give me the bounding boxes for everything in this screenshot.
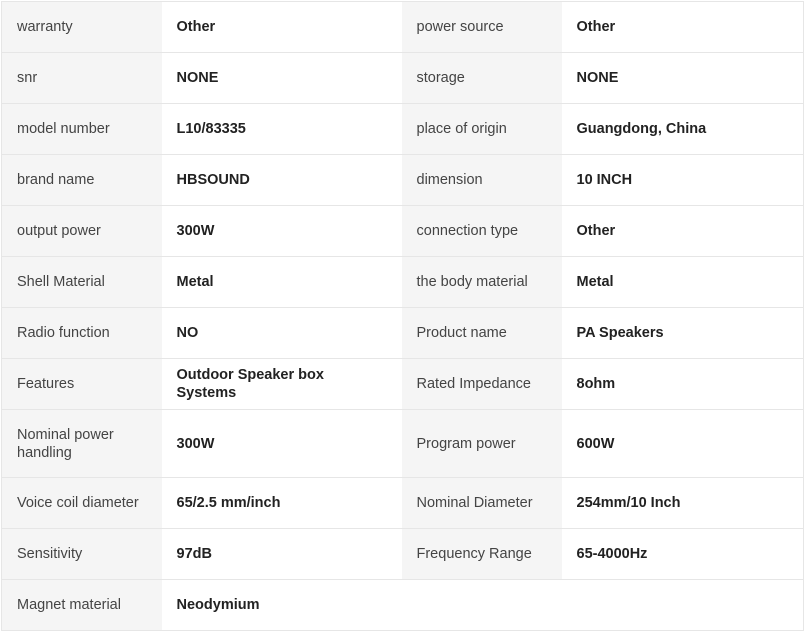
spec-value: L10/83335 bbox=[162, 104, 402, 155]
spec-key: Rated Impedance bbox=[402, 359, 562, 410]
spec-key: Features bbox=[2, 359, 162, 410]
spec-key: connection type bbox=[402, 206, 562, 257]
spec-key: Frequency Range bbox=[402, 529, 562, 580]
spec-key: Voice coil diameter bbox=[2, 478, 162, 529]
spec-key: Sensitivity bbox=[2, 529, 162, 580]
spec-value: Guangdong, China bbox=[562, 104, 804, 155]
spec-key: warranty bbox=[2, 2, 162, 53]
spec-key: the body material bbox=[402, 257, 562, 308]
spec-key: snr bbox=[2, 53, 162, 104]
spec-value: 8ohm bbox=[562, 359, 804, 410]
spec-value: 10 INCH bbox=[562, 155, 804, 206]
spec-key: storage bbox=[402, 53, 562, 104]
spec-value: 300W bbox=[162, 206, 402, 257]
spec-value: HBSOUND bbox=[162, 155, 402, 206]
spec-value: 65-4000Hz bbox=[562, 529, 804, 580]
spec-value: 254mm/10 Inch bbox=[562, 478, 804, 529]
spec-value: Metal bbox=[562, 257, 804, 308]
spec-key: model number bbox=[2, 104, 162, 155]
spec-value: 600W bbox=[562, 410, 804, 478]
spec-value: 97dB bbox=[162, 529, 402, 580]
spec-row bbox=[2, 257, 804, 308]
spec-value: NONE bbox=[162, 53, 402, 104]
spec-row bbox=[2, 410, 804, 478]
spec-key: Shell Material bbox=[2, 257, 162, 308]
spec-row bbox=[2, 2, 804, 53]
empty-cell bbox=[402, 580, 562, 631]
spec-row bbox=[2, 308, 804, 359]
spec-key: Magnet material bbox=[2, 580, 162, 631]
spec-value: PA Speakers bbox=[562, 308, 804, 359]
spec-row bbox=[2, 155, 804, 206]
spec-value: Neodymium bbox=[162, 580, 402, 631]
spec-value: 300W bbox=[162, 410, 402, 478]
spec-value: 65/2.5 mm/inch bbox=[162, 478, 402, 529]
spec-key: Product name bbox=[402, 308, 562, 359]
spec-value: NO bbox=[162, 308, 402, 359]
spec-key: output power bbox=[2, 206, 162, 257]
spec-row bbox=[2, 580, 804, 631]
spec-row bbox=[2, 53, 804, 104]
spec-row bbox=[2, 478, 804, 529]
spec-value: Other bbox=[562, 2, 804, 53]
spec-key: Nominal power handling bbox=[2, 410, 162, 478]
spec-table bbox=[1, 1, 804, 631]
spec-key: Nominal Diameter bbox=[402, 478, 562, 529]
spec-key: place of origin bbox=[402, 104, 562, 155]
empty-cell bbox=[562, 580, 804, 631]
spec-value: NONE bbox=[562, 53, 804, 104]
spec-value: Other bbox=[562, 206, 804, 257]
spec-row bbox=[2, 359, 804, 410]
spec-key: dimension bbox=[402, 155, 562, 206]
spec-key: Radio function bbox=[2, 308, 162, 359]
spec-row bbox=[2, 529, 804, 580]
spec-row bbox=[2, 206, 804, 257]
spec-key: brand name bbox=[2, 155, 162, 206]
spec-value: Other bbox=[162, 2, 402, 53]
spec-key: Program power bbox=[402, 410, 562, 478]
spec-key: power source bbox=[402, 2, 562, 53]
spec-value: Outdoor Speaker box Systems bbox=[162, 359, 402, 410]
spec-row bbox=[2, 104, 804, 155]
spec-value: Metal bbox=[162, 257, 402, 308]
